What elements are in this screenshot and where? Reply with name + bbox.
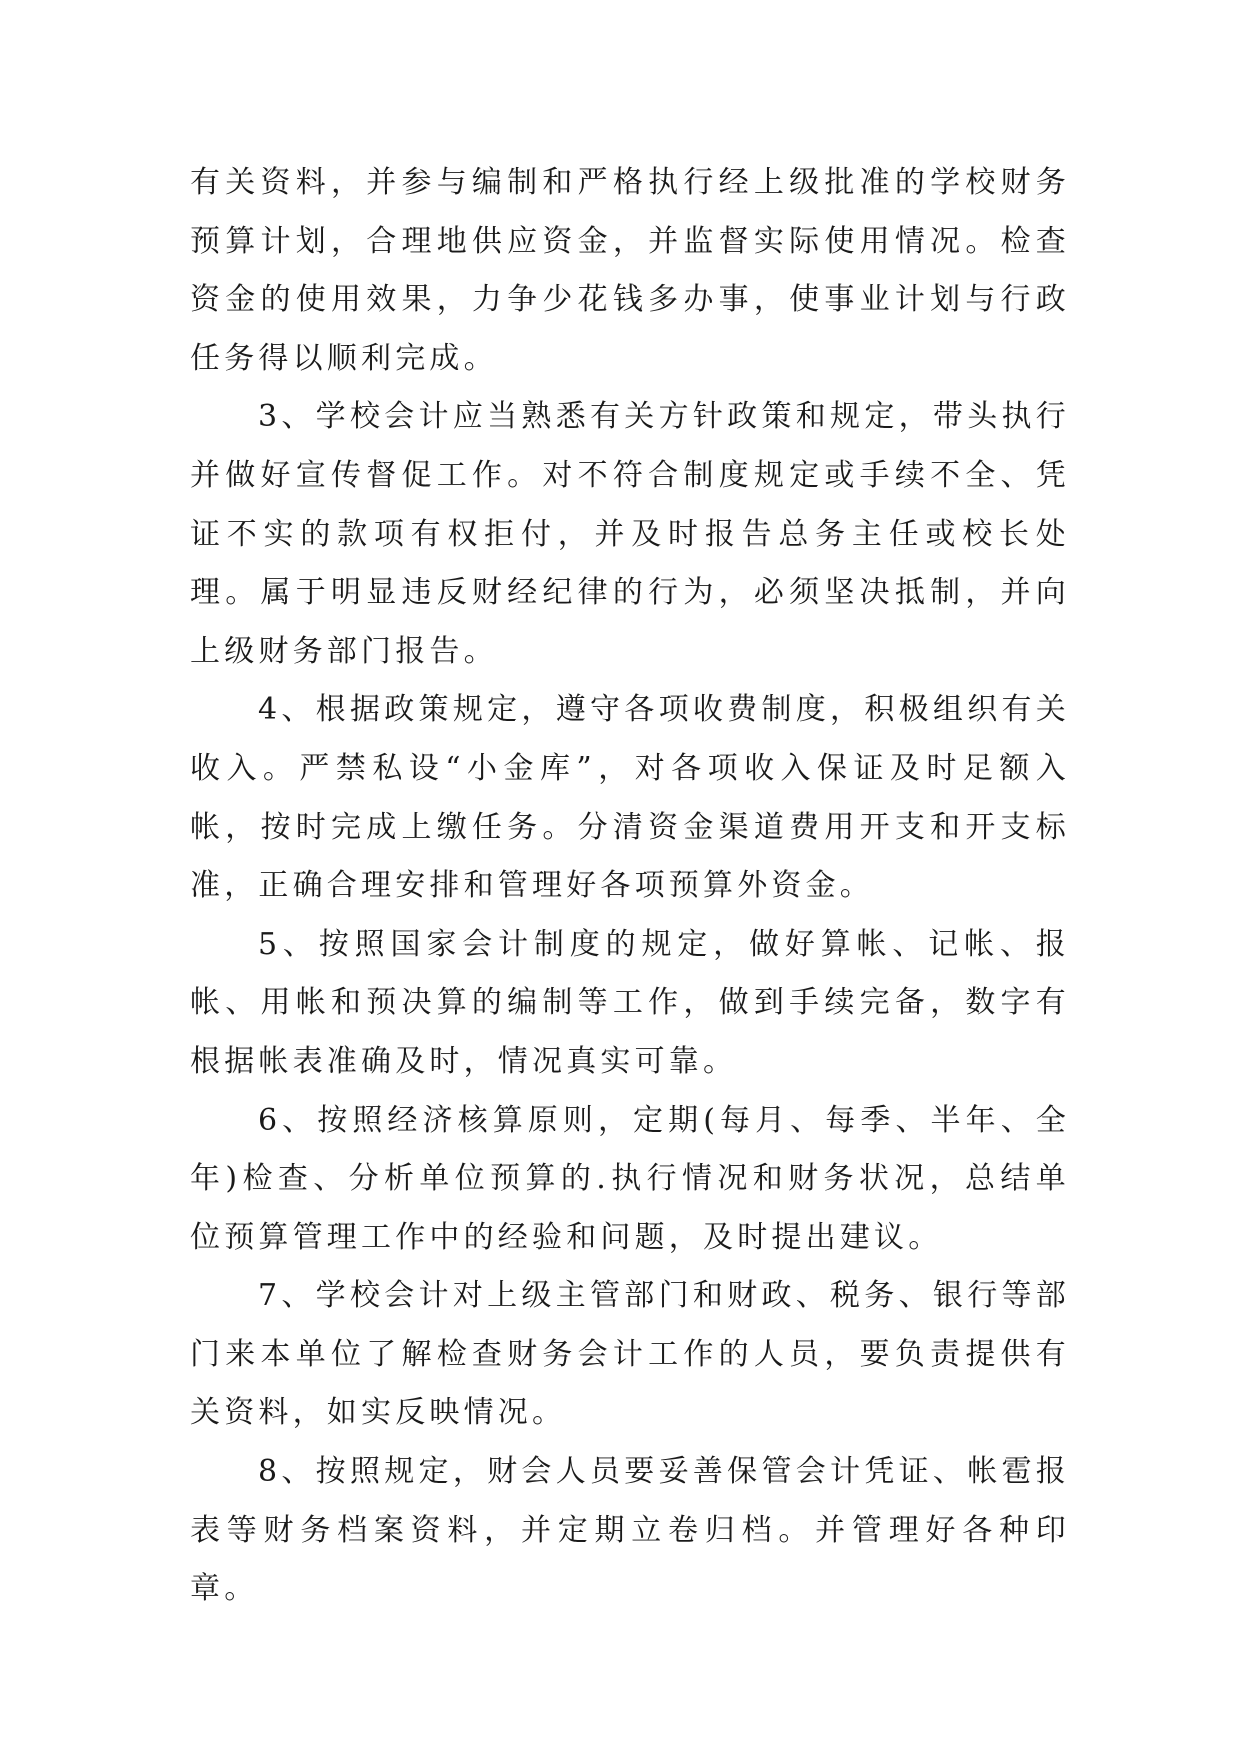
paragraph: 有关资料，并参与编制和严格执行经上级批准的学校财务预算计划，合理地供应资金，并监督实际使用情况。检查资金的使用效果，力争少花钱多办事，使事业计划与行政任务得以顺利完成。 bbox=[190, 165, 1070, 376]
paragraph: 8、按照规定，财会人员要妥善保管会计凭证、帐雹报表等财务档案资料，并定期立卷归档。并管理好各种印章。 bbox=[190, 1454, 1070, 1607]
paragraph: 5、按照国家会计制度的规定，做好算帐、记帐、报帐、用帐和预决算的编制等工作，做到手续完备，数字有根据帐表准确及时，情况真实可靠。 bbox=[190, 926, 1070, 1079]
paragraph: 3、学校会计应当熟悉有关方针政策和规定，带头执行并做好宣传督促工作。对不符合制度规定或手续不全、凭证不实的款项有权拒付，并及时报告总务主任或校长处理。属于明显违反财经纪律的行为，必须坚决抵制，并向上级财务部门报告。 bbox=[190, 399, 1070, 669]
paragraph: 7、学校会计对上级主管部门和财政、税务、银行等部门来本单位了解检查财务会计工作的人员，要负责提供有关资料，如实反映情况。 bbox=[190, 1278, 1070, 1431]
paragraph: 4、根据政策规定，遵守各项收费制度，积极组织有关收入。严禁私设“小金库”，对各项收入保证及时足额入帐，按时完成上缴任务。分清资金渠道费用开支和开支标准，正确合理安排和管理好各项预算外资金。 bbox=[190, 692, 1070, 904]
document-page bbox=[190, 154, 1070, 1619]
paragraph: 6、按照经济核算原则，定期(每月、每季、半年、全年)检查、分析单位预算的.执行情况和财务状况，总结单位预算管理工作中的经验和问题，及时提出建议。 bbox=[190, 1102, 1070, 1255]
